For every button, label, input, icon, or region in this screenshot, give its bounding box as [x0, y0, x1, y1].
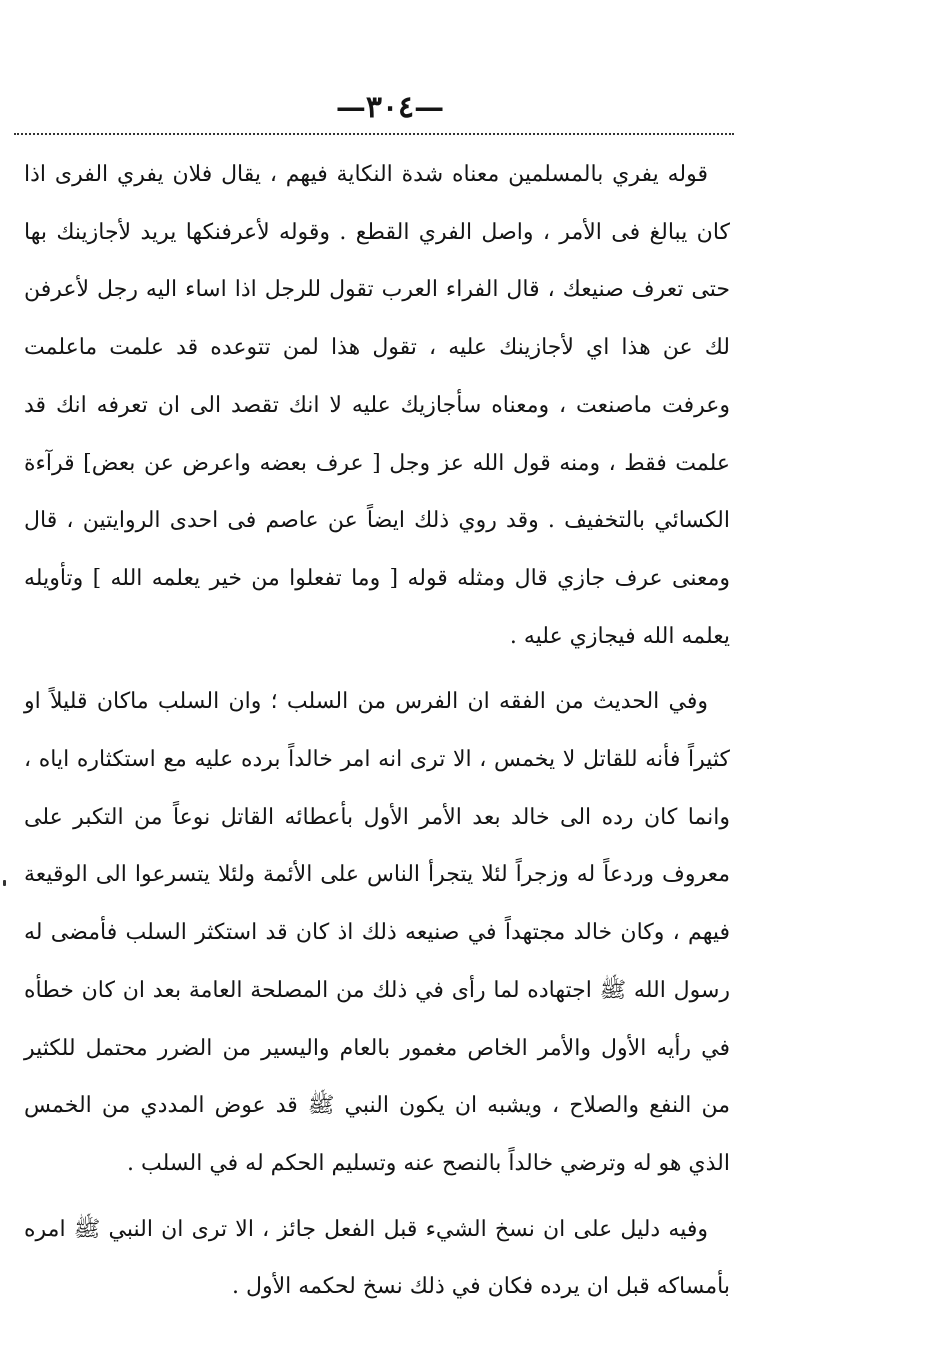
paragraph: وفي الحديث من الفقه ان الفرس من السلب ؛ وان السلب ماكان قليلاً او كثيراً فأنه للقاتل لا يخمس ، الا ترى انه امر خالداً برده عليه مع استكثاره اياه ، وانما كان رده الى خالد بعد الأمر الأول بأعطائه القاتل نوعاً من التكبر على معروف وردعاً له وزجراً لئلا يتجرأ الناس على الأئمة ولئلا يتسرعوا الى الوقيعة فيهم ، وكان خالد مجتهداً في صنيعه ذلك اذ كان قد استكثر السلب فأمضى له رسول الله ﷺ اجتهاده لما رأى في ذلك من المصلحة العامة بعد ان كان خطأه في رأيه الأول والأمر الخاص مغمور بالعام واليسير من الضرر محتمل للكثير من النفع والصلاح ، ويشبه ان يكون النبي ﷺ قد عوض المددي من الخمس الذي هو له وترضي خالداً بالنصح عنه وتسليم الحكم له في السلب .	[24, 689, 730, 1176]
header-divider	[14, 133, 734, 135]
paragraph: وفيه دليل على ان نسخ الشيء قبل الفعل جائز ، الا ترى ان النبي ﷺ امره بأمساكه قبل ان يرده فكان في ذلك نسخ لحكمه الأول .	[24, 1216, 730, 1300]
paragraph: قوله يفري بالمسلمين معناه شدة النكاية فيهم ، يقال فلان يفري الفرى اذا كان يبالغ فى الأمر ، واصل الفري القطع . وقوله لأعرفنكها يريد لأجازينك بها حتى تعرف صنيعك ، قال الفراء العرب تقول للرجل اذا اساء اليه رجل لأعرفن لك عن هذا اي لأجازينك عليه ، تقول هذا لمن تتوعده قد علمت ماعلمت وعرفت ماصنعت ، ومعناه سأجازيك عليه لا انك تقصد الى ان تعرفه انك قد علمت فقط ، ومنه قول الله عز وجل [ عرف بعضه واعرض عن بعض] قرآءة الكسائي بالتخفيف . وقد روي ذلك ايضاً عن عاصم فى احدى الروايتين ، قال ومعنى عرف جازي قال ومثله قوله [ وما تفعلوا من خير يعلمه الله ] وتأويله يعلمه الله فيجازي عليه .	[24, 162, 731, 649]
margin-mark	[3, 880, 6, 886]
page-number: —٣٠٤—	[335, 90, 445, 125]
body-text	[24, 146, 730, 1316]
